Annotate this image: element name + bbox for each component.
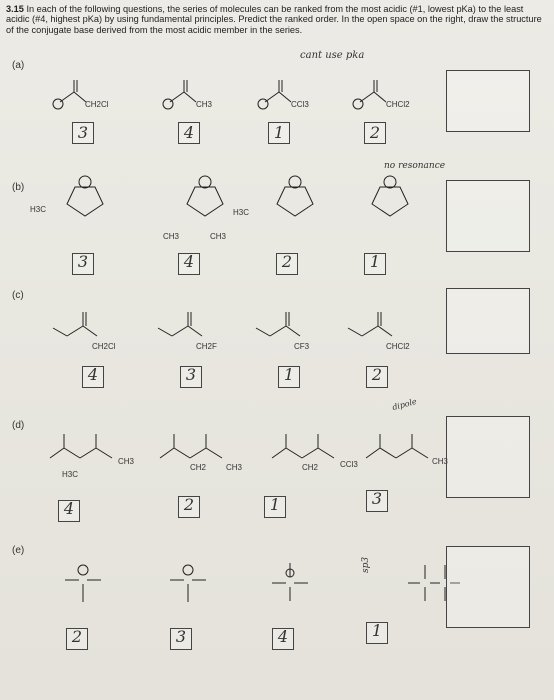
group-a4: CHCl2 [386,100,410,109]
group-d1: CH3 [118,457,135,466]
group-b4: H3C [233,208,250,217]
answer-c2: 3 [185,365,197,384]
molecule-a2 [160,70,230,125]
molecule-b1 [55,172,125,237]
group-d6: CCl3 [340,460,358,469]
answer-e3: 4 [277,627,289,646]
molecule-a4 [350,70,420,125]
conjugate-base-box-d[interactable] [446,416,530,498]
answer-b3: 2 [281,252,293,271]
answer-e4: 1 [371,621,383,640]
conjugate-base-box-e[interactable] [446,546,530,628]
part-c-label: (c) [12,290,24,301]
answer-a3: 1 [273,123,285,142]
answer-c1: 4 [87,365,99,384]
conjugate-base-box-a[interactable] [446,70,530,132]
group-c2: CH2F [196,342,217,351]
group-a3: CCl3 [291,100,309,109]
answer-d2: 2 [183,495,195,514]
molecule-e3 [262,555,322,615]
answer-d1: 4 [63,499,75,518]
group-a2: CH3 [196,100,213,109]
problem-text: In each of the following questions, the series of molecules can be ranked from the most acidic (#1, lowest pKa) to the least acidic (#4, highest pKa) by using fundamental principles. Predict the ranked order. In the open space on the right, draw the structure of the conjugate base derived from the most acidic member in the series. [6,4,542,35]
conjugate-base-box-c[interactable] [446,288,530,354]
part-e-label: (e) [12,545,25,556]
part-a-label: (a) [12,60,25,71]
problem-number: 3.15 [6,4,24,14]
part-b-label: (b) [12,182,25,193]
molecule-a1 [50,70,120,125]
note-dipole: dipole [391,396,418,413]
molecule-d1 [40,428,140,483]
answer-b4: 1 [369,252,381,271]
molecule-a3 [255,70,325,125]
answer-d3: 1 [269,495,281,514]
molecule-e1 [55,560,115,615]
answer-e1: 2 [71,627,83,646]
group-b1: H3C [30,205,47,214]
group-b2: CH3 [163,232,180,241]
molecule-e2 [160,560,220,615]
group-d7: CH3 [432,457,449,466]
note-no-resonance: no resonance [384,161,446,171]
problem-statement [6,4,546,35]
part-d-label: (d) [12,420,25,431]
answer-c3: 1 [283,365,295,384]
group-a1: CH2Cl [85,100,109,109]
molecule-d3 [262,428,362,483]
group-c1: CH2Cl [92,342,116,351]
molecule-b2 [175,172,245,237]
molecule-c3 [248,300,328,355]
group-b3: CH3 [210,232,227,241]
answer-c4: 2 [371,365,383,384]
molecule-c2 [150,300,230,355]
note-sp3: sp3 [361,556,372,574]
molecule-d4 [356,428,456,483]
note-cant-use-pka: cant use pka [300,50,365,61]
answer-e2: 3 [175,627,187,646]
conjugate-base-box-b[interactable] [446,180,530,252]
group-d5: CH2 [302,463,319,472]
group-c3: CF3 [294,342,310,351]
answer-a4: 2 [369,123,381,142]
molecule-b4 [360,172,430,237]
answer-b1: 3 [77,252,89,271]
molecule-b3 [265,172,335,237]
answer-d4: 3 [371,489,383,508]
answer-a2: 4 [183,123,195,142]
molecule-d2 [150,428,250,483]
answer-a1: 3 [77,123,89,142]
answer-b2: 4 [183,252,195,271]
group-d2: H3C [62,470,79,479]
group-d3: CH2 [190,463,207,472]
group-d4: CH3 [226,463,243,472]
group-c4: CHCl2 [386,342,410,351]
